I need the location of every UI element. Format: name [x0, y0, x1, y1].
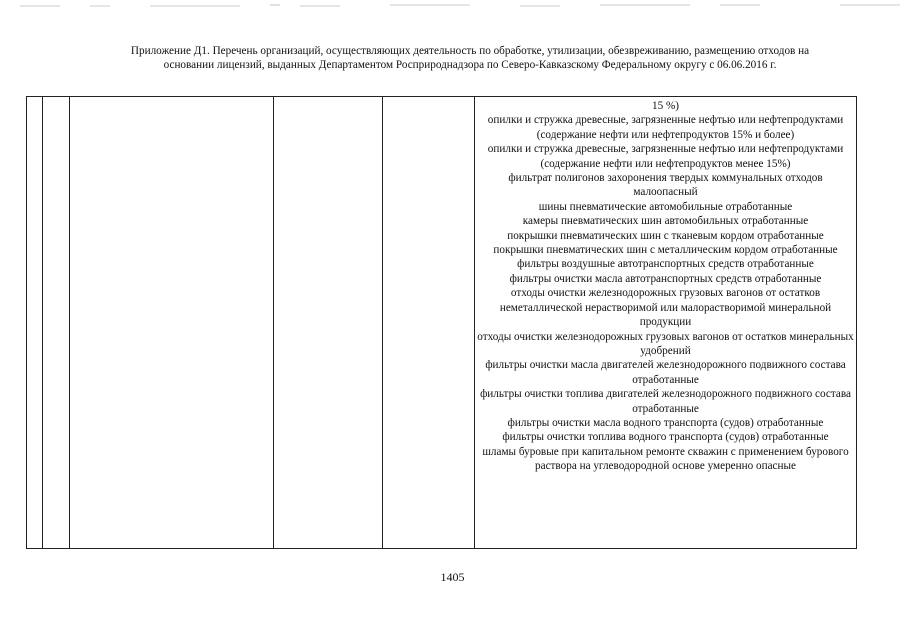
organizations-table	[26, 96, 857, 549]
waste-entry: фильтры очистки масла водного транспорта (судов) отработанные	[507, 416, 824, 429]
table-column-divider	[382, 97, 383, 548]
waste-entry: шины пневматические автомобильные отработанные	[538, 200, 793, 213]
header-line-2: основании лицензий, выданных Департаментом Росприроднадзора по Северо-Кавказскому Федеральному округу с 06.06.2016 г.	[163, 59, 777, 71]
waste-entry: отходы очистки железнодорожных грузовых вагонов от остатков неметаллической нерастворимой или малорастворимой минеральной продукции	[499, 287, 832, 329]
waste-entry: покрышки пневматических шин с тканевым кордом отработанные	[507, 229, 824, 242]
waste-entry: покрышки пневматических шин с металлическим кордом отработанные	[493, 244, 838, 257]
waste-entry: отходы очистки железнодорожных грузовых вагонов от остатков минеральных удобрений	[477, 330, 854, 357]
document-header	[60, 44, 880, 72]
waste-entry: камеры пневматических шин автомобильных отработанные	[522, 215, 809, 228]
waste-entry: фильтрат полигонов захоронения твердых коммунальных отходов малоопасный	[508, 172, 823, 199]
table-column-divider	[42, 97, 43, 548]
waste-types-cell	[475, 99, 856, 474]
waste-entry: опилки и стружка древесные, загрязненные нефтью или нефтепродуктами (содержание нефти или нефтепродуктов 15% и более)	[487, 114, 844, 141]
waste-entry: фильтры очистки масла двигателей железнодорожного подвижного состава отработанные	[485, 359, 846, 386]
waste-entry: опилки и стружка древесные, загрязненные нефтью или нефтепродуктами (содержание нефти или нефтепродуктов менее 15%)	[487, 143, 844, 170]
header-line-1: Приложение Д1. Перечень организаций, осуществляющих деятельность по обработке, утилизации, обезвреживанию, размещению отходов на	[130, 45, 810, 57]
waste-entry: фильтры воздушные автотранспортных средств отработанные	[517, 258, 814, 271]
waste-entry: фильтры очистки масла автотранспортных средств отработанные	[509, 272, 822, 285]
page-number: 1405	[440, 570, 465, 584]
table-column-divider	[69, 97, 70, 548]
waste-entry: шламы буровые при капитальном ремонте скважин с применением бурового раствора на углеводородной основе умеренно опасные	[482, 445, 849, 473]
waste-entry: фильтры очистки топлива водного транспорта (судов) отработанные	[502, 431, 829, 444]
waste-entry: фильтры очистки топлива двигателей железнодорожного подвижного состава отработанные	[480, 388, 851, 415]
table-column-divider	[273, 97, 274, 548]
waste-entry: 15 %)	[651, 100, 680, 112]
scan-artifacts	[0, 0, 905, 10]
